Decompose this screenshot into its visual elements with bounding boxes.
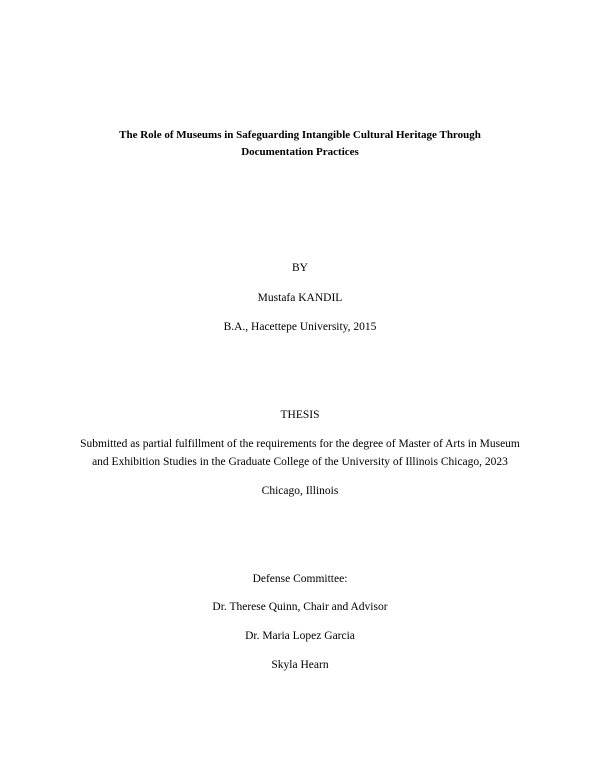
location: Chicago, Illinois xyxy=(261,485,339,497)
submission-statement-line-2: and Exhibition Studies in the Graduate College of the University of Illinois Chicago, 2023 xyxy=(92,456,508,468)
committee-heading: Defense Committee: xyxy=(252,573,348,585)
document-type: THESIS xyxy=(280,409,320,421)
committee-member-chair: Dr. Therese Quinn, Chair and Advisor xyxy=(212,601,388,613)
by-label: BY xyxy=(292,262,308,274)
author-name: Mustafa KANDIL xyxy=(257,292,343,304)
submission-statement-line-1: Submitted as partial fulfillment of the requirements for the degree of Master of Arts in Museum xyxy=(80,438,520,450)
committee-member: Skyla Hearn xyxy=(271,659,329,671)
prior-degree: B.A., Hacettepe University, 2015 xyxy=(223,321,377,333)
committee-member: Dr. Maria Lopez Garcia xyxy=(245,630,355,642)
thesis-title-line-2: Documentation Practices xyxy=(241,146,359,158)
thesis-title-line-1: The Role of Museums in Safeguarding Intangible Cultural Heritage Through xyxy=(119,129,481,141)
